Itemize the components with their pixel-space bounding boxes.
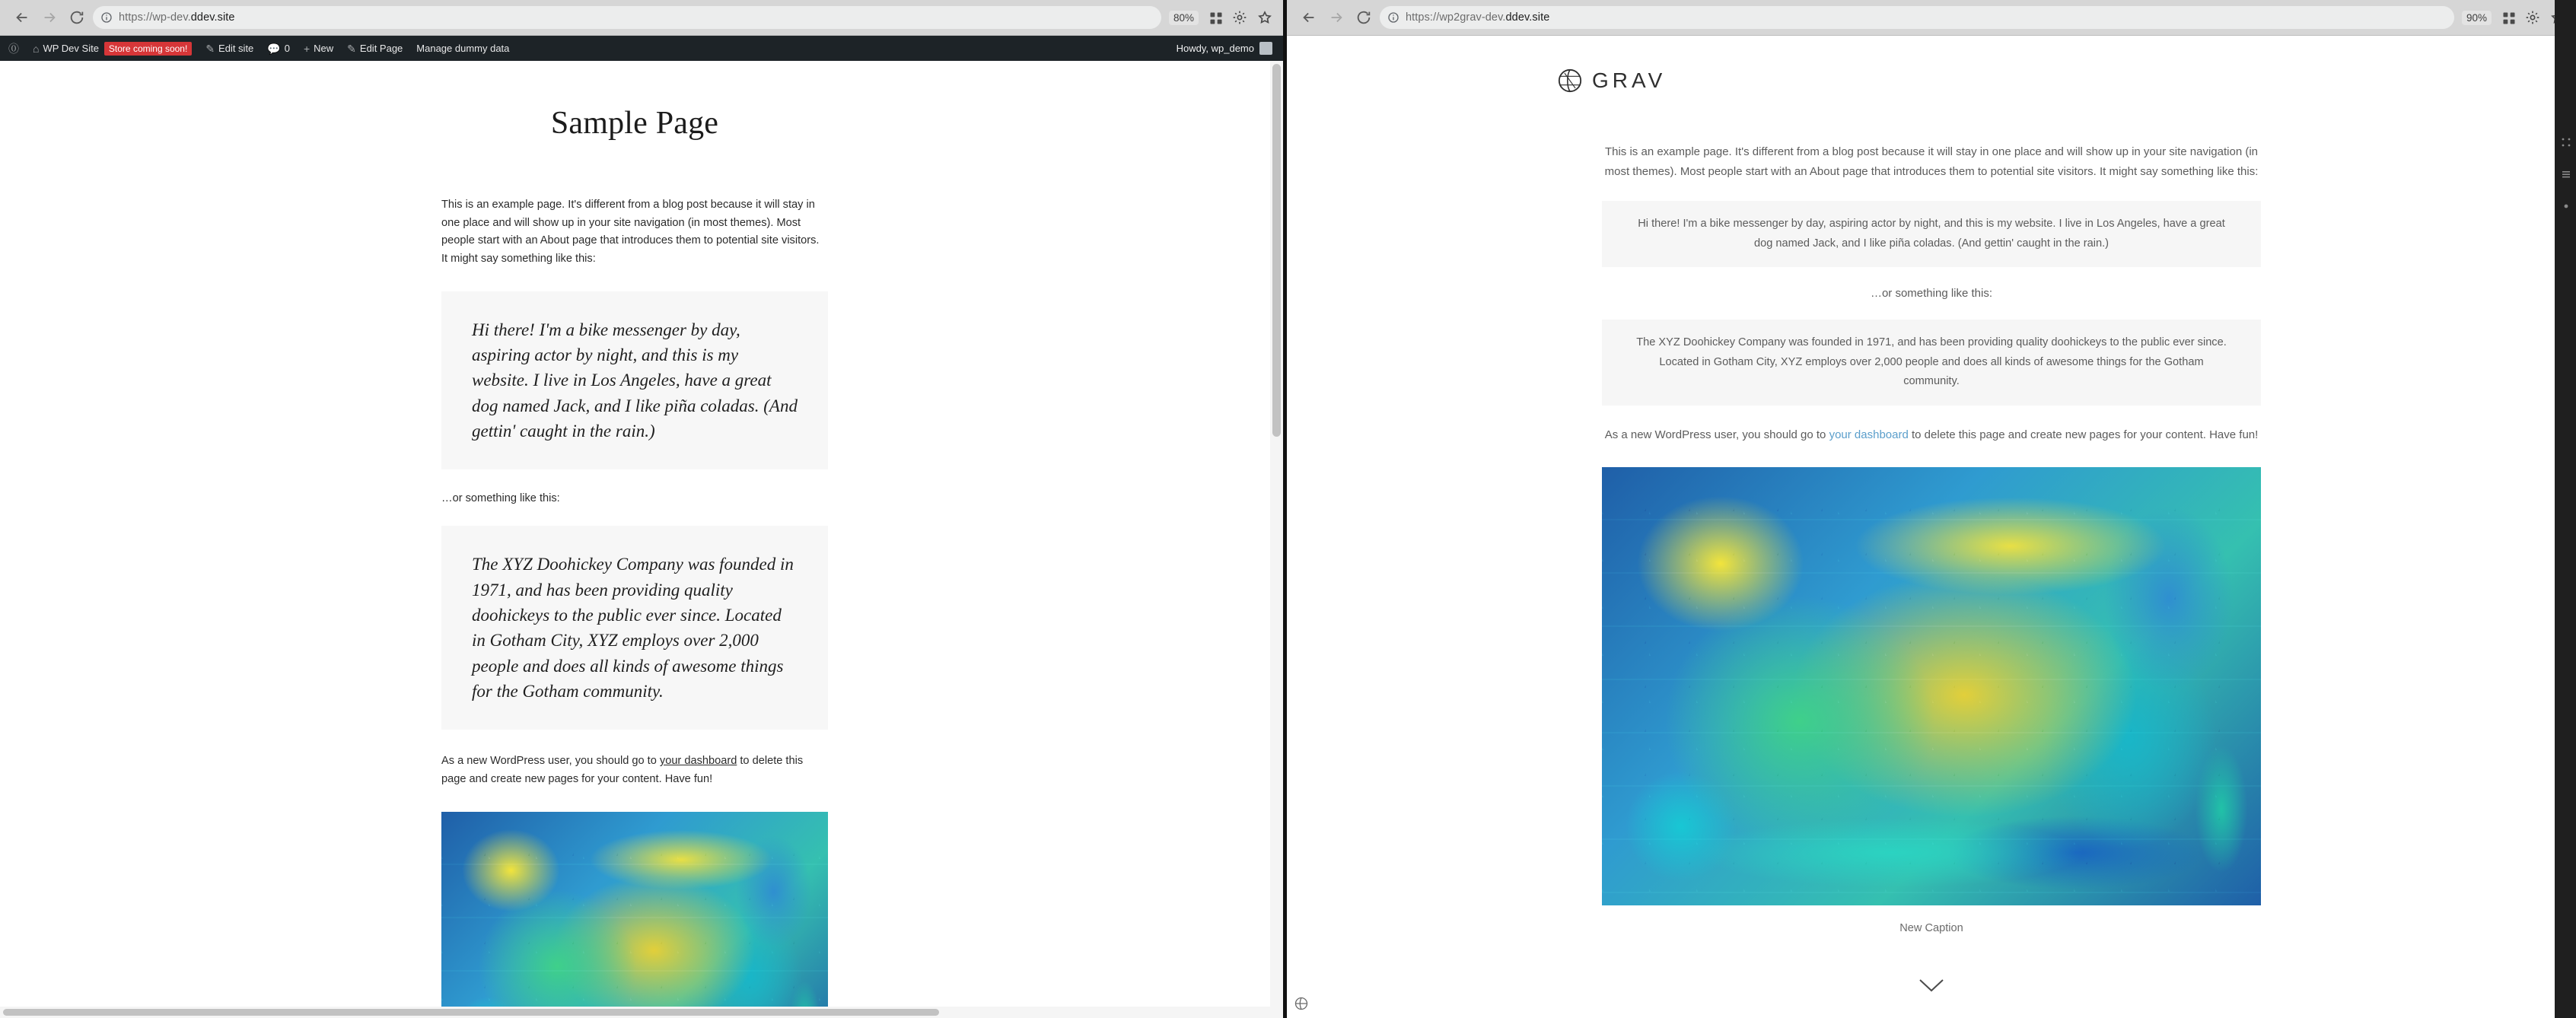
grav-page-content [1287, 36, 2576, 994]
horizontal-scrollbar-thumb-left[interactable] [3, 1009, 939, 1016]
reload-icon[interactable] [68, 9, 85, 26]
site-info-icon[interactable] [100, 11, 113, 24]
browser-toolbar-left [0, 0, 1283, 36]
grav-image-caption: New Caption [1899, 922, 1963, 935]
admin-bar-wordpress-logo[interactable] [2, 36, 26, 61]
avatar [1259, 42, 1272, 55]
forward-arrow-icon-right [1328, 9, 1345, 26]
admin-bar-edit-site[interactable]: ✎ Edit site [205, 42, 254, 55]
sample-page-image [441, 812, 828, 1018]
admin-bar-comments[interactable]: 💬 0 [267, 42, 290, 55]
zoom-level-badge-left[interactable]: 80% [1169, 11, 1199, 25]
grid-dots-icon[interactable] [2561, 137, 2571, 148]
home-icon: ⌂ [33, 42, 40, 55]
quote-block-two: The XYZ Doohickey Company was founded in 1971, and has been providing quality doohickeys to the public ever since. Located in Gotham City, XYZ employs over 2,000 people and does all kinds of awesome things for the Gotham community. [441, 526, 828, 730]
horizontal-scrollbar-left[interactable] [0, 1007, 1283, 1018]
forward-arrow-icon [41, 9, 58, 26]
address-bar-url-left: https://wp-dev.ddev.site [119, 11, 235, 24]
dot-indicator-icon [2561, 201, 2571, 212]
vertical-scrollbar-left[interactable] [1270, 61, 1283, 1018]
back-arrow-icon-right[interactable] [1301, 9, 1317, 26]
system-edge-icons [2561, 137, 2571, 212]
reload-icon-right[interactable] [1355, 9, 1372, 26]
intro-paragraph: This is an example page. It's different from a blog post because it will stay in one place and will show up in your site navigation (in most themes). Most people start with an About page that introduces them to potential site visitors. It might say something like this: [441, 199, 820, 265]
grav-quote-block-one: Hi there! I'm a bike messenger by day, aspiring actor by night, and this is my website. I live in Los Angeles, have a great dog named Jack, and I like piña coladas. (And gettin' caught in the rain.) [1602, 201, 2261, 267]
grav-page-viewport [1287, 36, 2576, 1018]
admin-bar-site-name[interactable]: ⌂ WP Dev Site Store coming soon! [26, 36, 199, 61]
grav-corner-badge-icon[interactable] [1294, 997, 1308, 1010]
dashboard-link[interactable]: your dashboard [659, 755, 737, 768]
comment-bubble-icon: 💬 [267, 42, 281, 55]
grav-logo-text: GRAV [1592, 68, 1667, 92]
grav-logo[interactable] [1557, 68, 2576, 94]
site-info-icon-right[interactable] [1387, 11, 1399, 24]
address-bar-left[interactable] [93, 6, 1161, 29]
grav-dashboard-link[interactable]: your dashboard [1829, 428, 1909, 441]
pencil-icon: ✎ [205, 42, 215, 55]
wordpress-admin-bar [0, 36, 1283, 61]
outro-paragraph: As a new WordPress user, you should go to your dashboard to delete this page and create new pages for your content. Have fun! [441, 755, 804, 785]
browser-toolbar-right [1287, 0, 2576, 36]
browser-window-wordpress [0, 0, 1283, 1018]
nav-buttons-right [1294, 9, 1372, 26]
vertical-scrollbar-thumb-left[interactable] [1272, 64, 1281, 437]
edit-page-icon: ✎ [347, 42, 356, 55]
extensions-icon-right[interactable] [2501, 11, 2515, 24]
back-arrow-icon[interactable] [14, 9, 30, 26]
toolbar-right-cluster-right [2462, 10, 2568, 25]
system-edge-strip [2555, 0, 2576, 1018]
browser-window-grav [1287, 0, 2576, 1018]
wordpress-page-viewport [0, 61, 1283, 1018]
settings-gear-icon[interactable] [1232, 10, 1247, 25]
grav-article [1602, 142, 2261, 994]
plus-icon: + [303, 42, 310, 55]
settings-gear-icon-right[interactable] [2525, 10, 2540, 25]
toolbar-right-cluster-left [1169, 10, 1275, 25]
quote-block-one: Hi there! I'm a bike messenger by day, aspiring actor by night, and this is my website. I live in Los Angeles, have a great dog named Jack, and I like piña coladas. (And gettin' caught in the rain.) [441, 291, 828, 470]
address-bar-right[interactable] [1380, 6, 2454, 29]
between-text: …or something like this: [441, 492, 560, 505]
extensions-icon[interactable] [1208, 11, 1222, 24]
grav-outro-paragraph: As a new WordPress user, you should go to your dashboard to delete this page and create new pages for your content. Have fun! [1604, 428, 2259, 441]
chevron-down-icon[interactable] [1602, 977, 2261, 994]
zoom-level-badge-right[interactable]: 90% [2462, 11, 2492, 25]
nav-buttons-left [8, 9, 85, 26]
list-lines-icon[interactable] [2561, 169, 2571, 180]
grav-between-text: …or something like this: [1870, 287, 1993, 301]
address-bar-url-right: https://wp2grav-dev.ddev.site [1406, 11, 1550, 24]
grav-quote-block-two: The XYZ Doohickey Company was founded in 1971, and has been providing quality doohickeys to the public ever since. Located in Gotham City, XYZ employs over 2,000 people and does all kinds of awesome things for the Gotham community. [1602, 320, 2261, 406]
grav-logo-icon [1557, 68, 1583, 94]
grav-intro-paragraph: This is an example page. It's different from a blog post because it will stay in one place and will show up in your site navigation (in most themes). Most people start with an About page that introduces them to potential site visitors. It might say something like this: [1604, 145, 2259, 178]
bookmark-star-icon[interactable] [1257, 10, 1272, 25]
admin-bar-manage-dummy-data[interactable]: Manage dummy data [416, 43, 510, 54]
admin-bar-new[interactable]: + New [303, 42, 334, 55]
grav-page-image [1602, 467, 2261, 905]
wordpress-logo-icon: ⓪ [8, 42, 19, 55]
store-coming-soon-badge[interactable]: Store coming soon! [104, 42, 192, 56]
page-title: Sample Page [550, 106, 719, 141]
grav-figure [1602, 467, 2261, 934]
admin-bar-account[interactable]: Howdy, wp_demo [1167, 42, 1282, 55]
admin-bar-edit-page[interactable]: ✎ Edit Page [347, 42, 403, 55]
wordpress-page-content [0, 61, 1263, 1018]
